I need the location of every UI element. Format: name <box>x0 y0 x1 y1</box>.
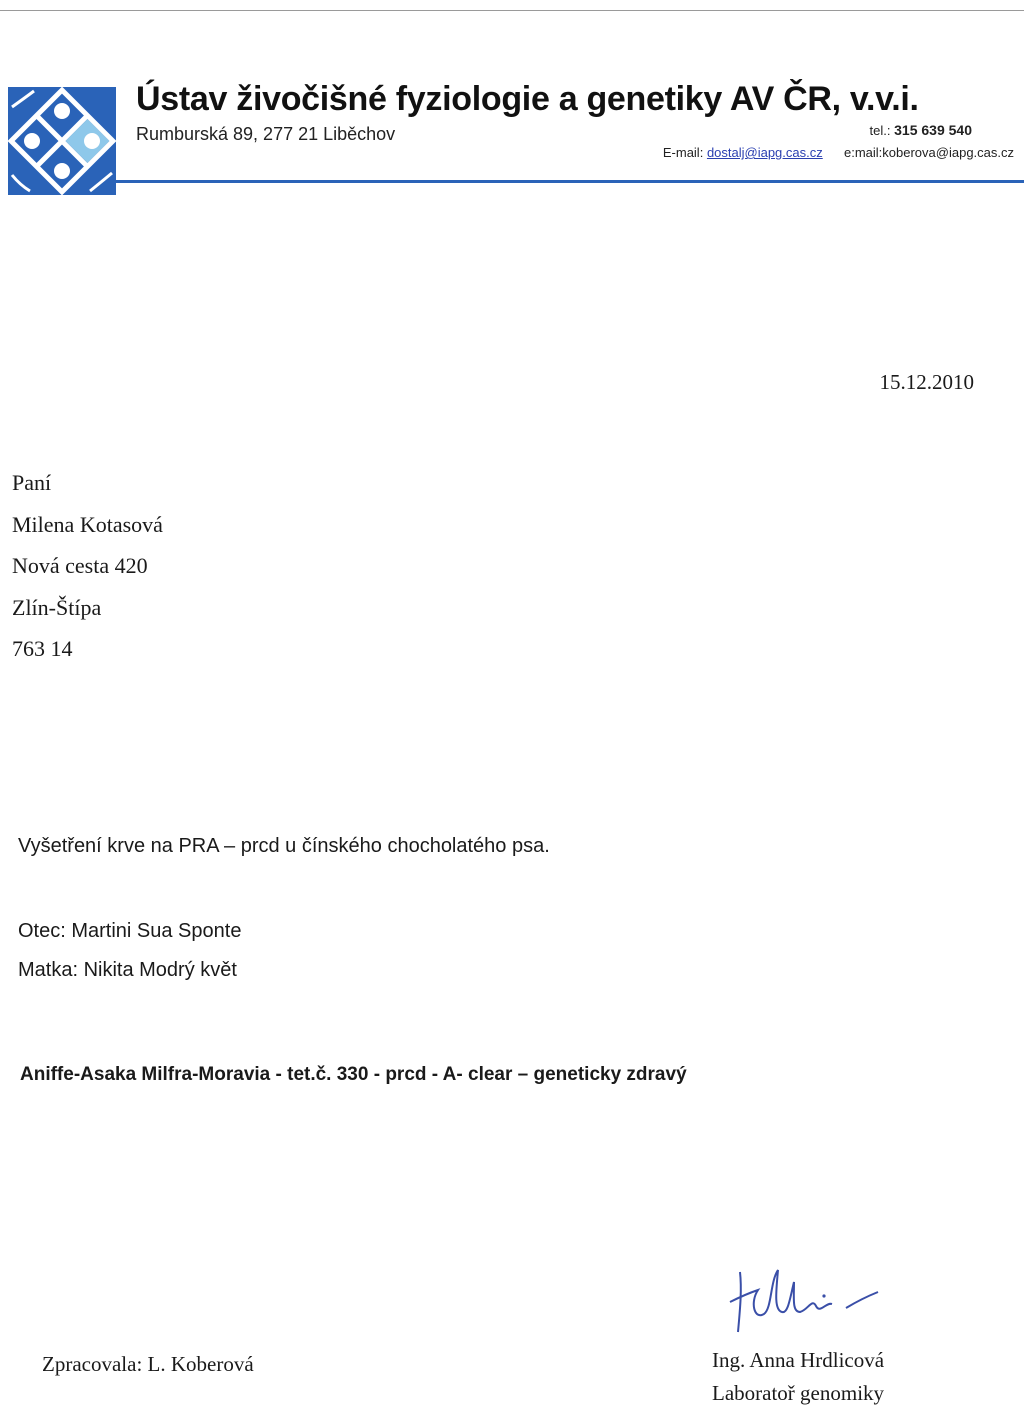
email-link-dostalj[interactable]: dostalj@iapg.cas.cz <box>706 145 823 160</box>
processed-by: Zpracovala: L. Koberová <box>42 1352 254 1376</box>
tel-number: 315 639 540 <box>894 122 972 138</box>
institute-emails <box>663 145 1014 160</box>
institute-name: Ústav živočišné fyziologie a genetiky AV ČR, v.v.i. <box>136 80 919 118</box>
test-result: Aniffe-Asaka Milfra-Moravia - tet.č. 330 - prcd - A- clear – geneticky zdravý <box>20 1064 687 1085</box>
institute-phone <box>870 122 972 138</box>
letter-subject: Vyšetření krve na PRA – prcd u čínského chocholatého psa. <box>18 835 550 857</box>
email-label: E-mail: <box>662 145 704 160</box>
mother-line: Matka: Nikita Modrý květ <box>18 959 237 981</box>
recipient-salutation: Paní <box>12 470 52 495</box>
handwritten-signature <box>728 1262 898 1340</box>
letter-date: 15.12.2010 <box>879 370 974 394</box>
email-koberova: e:mail:koberova@iapg.cas.cz <box>844 145 1014 160</box>
signer-name: Ing. Anna Hrdlicová <box>712 1348 885 1372</box>
recipient-address <box>12 462 163 670</box>
parents-block <box>18 912 241 990</box>
signer-department: Laboratoř genomiky <box>712 1381 885 1405</box>
top-edge-rule <box>0 10 1024 11</box>
recipient-city: Zlín-Štípa <box>12 594 102 620</box>
signature-graphic <box>728 1262 898 1340</box>
header-divider <box>116 180 1024 183</box>
institute-logo <box>8 87 116 195</box>
logo-graphic <box>8 87 116 195</box>
institute-address: Rumburská 89, 277 21 Liběchov <box>136 124 396 144</box>
recipient-name: Milena Kotasová <box>12 511 163 537</box>
signer-block <box>712 1344 884 1410</box>
father-line: Otec: Martini Sua Sponte <box>18 920 242 942</box>
tel-label: tel.: <box>869 123 891 138</box>
recipient-street: Nová cesta 420 <box>12 553 148 578</box>
recipient-postcode: 763 14 <box>12 636 73 661</box>
